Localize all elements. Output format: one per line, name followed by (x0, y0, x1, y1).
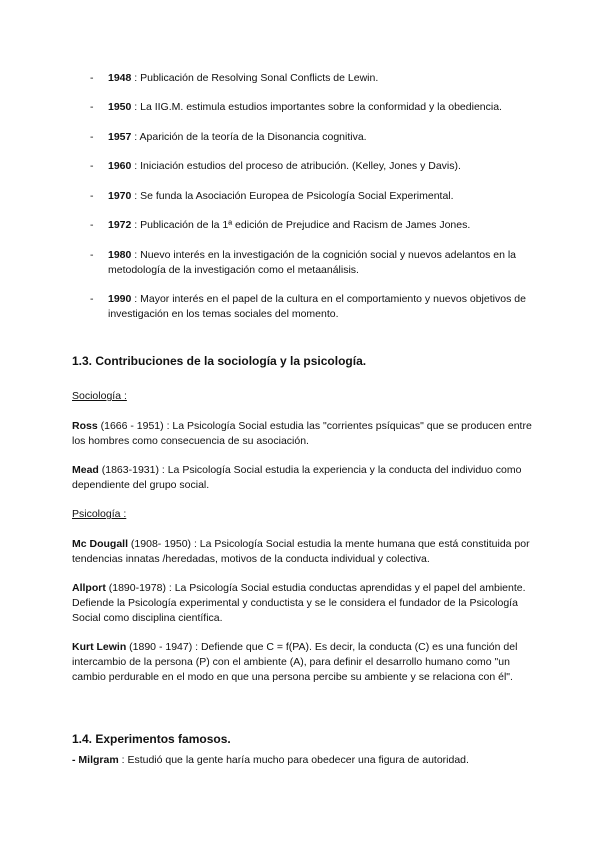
timeline-year: 1948 (108, 72, 132, 84)
timeline-text (108, 130, 548, 145)
timeline-text (108, 71, 548, 86)
experiment-name: Milgram (78, 754, 119, 766)
timeline-text (108, 248, 548, 278)
timeline-description: : Publicación de la 1ª edición de Prejudice and Racism de James Jones. (131, 219, 471, 231)
author-description: (1890 - 1947) : Defiende que C = f(PA). Es decir, la conducta (C) es una función del intercambio de la persona (P) con el ambiente (A), para definir el desarrollo humano como "un cambio perdurable en el modo en que una persona percibe su ambiente y se relaciona con él". (72, 641, 518, 683)
subsection-label-psicologia: Psicología : (72, 508, 127, 520)
list-dash: - (90, 219, 94, 231)
subsection-label-sociologia: Sociología : (72, 390, 127, 402)
author-paragraph-lewin (72, 640, 532, 685)
author-description: (1908- 1950) : La Psicología Social estudia la mente humana que está constituida por tendencias innatas /heredadas, motivos de la conducta individual y colectiva. (72, 538, 530, 565)
author-paragraph-mcdougall (72, 537, 532, 567)
timeline-description: : La IIG.M. estimula estudios importantes sobre la conformidad y la obediencia. (131, 101, 502, 113)
timeline-description: : Aparición de la teoría de la Disonancia cognitiva. (131, 131, 367, 143)
timeline-description: : Se funda la Asociación Europea de Psicología Social Experimental. (131, 190, 454, 202)
timeline-year: 1960 (108, 160, 132, 172)
list-dash: - (90, 131, 94, 143)
timeline-year: 1970 (108, 190, 132, 202)
timeline-text (108, 189, 548, 204)
author-paragraph-mead (72, 463, 532, 493)
timeline-year: 1957 (108, 131, 132, 143)
list-dash: - (90, 249, 94, 261)
list-dash: - (90, 160, 94, 172)
author-paragraph-allport (72, 581, 532, 626)
author-paragraph-ross (72, 419, 532, 449)
list-dash: - (90, 190, 94, 202)
timeline-year: 1980 (108, 249, 132, 261)
list-dash: - (90, 101, 94, 113)
timeline-text (108, 159, 548, 174)
experiment-item-milgram (72, 753, 532, 768)
author-description: (1890-1978) : La Psicología Social estudia conductas aprendidas y el papel del ambiente. Defiende la Psicología experimental y conductista y se le considera el fundador de la Psicología Social como disciplina científica. (72, 582, 526, 624)
experiment-description: : Estudió que la gente haría mucho para obedecer una figura de autoridad. (118, 754, 469, 766)
author-description: (1666 - 1951) : La Psicología Social estudia las "corrientes psíquicas" que se producen entre los hombres como consecuencia de su asociación. (72, 420, 532, 447)
timeline-description: : Nuevo interés en la investigación de la cognición social y nuevos adelantos en la metodología de la investigación como el metaanálisis. (108, 249, 517, 276)
timeline-text (108, 292, 548, 322)
section-heading-contribuciones: 1.3. Contribuciones de la sociología y la psicología. (72, 354, 367, 368)
author-name: Allport (72, 582, 106, 594)
timeline-year: 1972 (108, 219, 132, 231)
timeline-description: : Publicación de Resolving Sonal Conflicts de Lewin. (131, 72, 379, 84)
list-dash: - (90, 293, 94, 305)
timeline-year: 1950 (108, 101, 132, 113)
timeline-description: : Mayor interés en el papel de la cultura en el comportamiento y nuevos objetivos de investigación en los temas sociales del momento. (108, 293, 526, 320)
author-name: Kurt Lewin (72, 641, 127, 653)
author-name: Mead (72, 464, 99, 476)
list-dash: - (90, 72, 94, 84)
section-heading-experimentos: 1.4. Experimentos famosos. (72, 732, 231, 746)
author-name: Ross (72, 420, 98, 432)
timeline-text (108, 100, 548, 115)
experiment-prefix: - (72, 754, 79, 766)
author-name: Mc Dougall (72, 538, 129, 550)
author-description: (1863-1931) : La Psicología Social estudia la experiencia y la conducta del individuo como dependiente del grupo social. (72, 464, 522, 491)
timeline-text (108, 218, 548, 233)
timeline-year: 1990 (108, 293, 132, 305)
timeline-description: : Iniciación estudios del proceso de atribución. (Kelley, Jones y Davis). (131, 160, 461, 172)
